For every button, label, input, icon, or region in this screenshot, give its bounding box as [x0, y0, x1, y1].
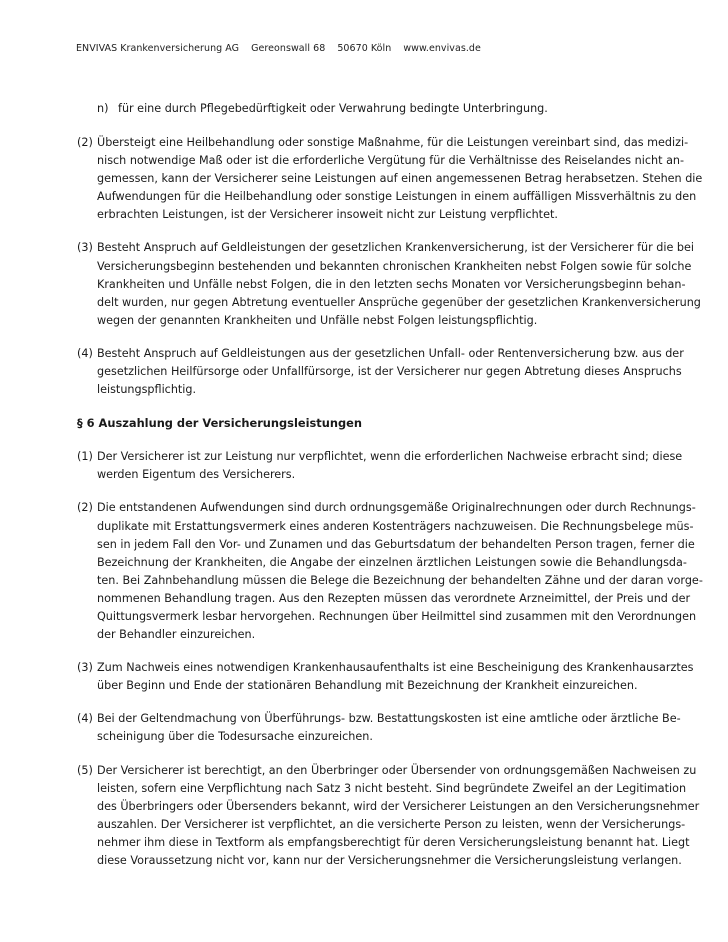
paragraph-line: des Überbringers oder Übersenders bekannt, wird der Versicherer Leistungen an den Versicherungsnehmer	[97, 799, 700, 813]
paragraph-line: duplikate mit Erstattungsvermerk eines anderen Kostenträgers nachzuweisen. Die Rechnungsbelege müs-	[97, 519, 694, 533]
item-number: n)	[97, 102, 109, 115]
paragraph-line: leistungspflichtig.	[97, 383, 197, 397]
paragraph-line: der Behandler einzureichen.	[97, 628, 256, 642]
paragraph-line: Übersteigt eine Heilbehandlung oder sonstige Maßnahme, für die Leistungen vereinbart sind, das medizi-	[97, 136, 689, 149]
list-item-n	[77, 100, 657, 118]
paragraph-line: ten. Bei Zahnbehandlung müssen die Belege die Bezeichnung der behandelten Zähne und der daran vorge-	[97, 573, 703, 587]
paragraph-number: (1)	[77, 450, 93, 464]
paragraph-6-3	[77, 659, 694, 695]
paragraph-6-4	[77, 710, 681, 746]
paragraph-line: nisch notwendige Maß oder ist die erforderliche Vergütung für die Verhältnisse des Reiselandes nicht an-	[97, 154, 685, 168]
paragraph-number: (3)	[77, 661, 93, 675]
paragraph-number: (2)	[77, 501, 93, 515]
item-line: für eine durch Pflegebedürftigkeit oder Verwahrung bedingte Unterbringung.	[118, 102, 548, 115]
paragraph-number: (3)	[77, 241, 93, 255]
header-city: 50670 Köln	[337, 43, 392, 54]
header-company: ENVIVAS Krankenversicherung AG	[76, 43, 240, 54]
paragraph-line: über Beginn und Ende der stationären Behandlung mit Bezeichnung der Krankheit einzureichen.	[97, 679, 638, 693]
paragraph-line: Bezeichnung der Krankheiten, die Angabe der einzelnen ärztlichen Leistungen sowie die Behandlungsda-	[97, 555, 687, 569]
paragraph-line: nommenen Behandlung tragen. Aus den Rezepten müssen das verordnete Arzneimittel, der Preis und der	[97, 591, 691, 605]
paragraph-5-2	[77, 134, 703, 224]
paragraph-line: diese Voraussetzung nicht vor, kann nur der Versicherungsnehmer die Versicherungsleistung verlangen.	[97, 854, 682, 867]
paragraph-line: Besteht Anspruch auf Geldleistungen der gesetzlichen Krankenversicherung, ist der Versicherer für die bei	[97, 241, 695, 255]
header-address: Gereonswall 68	[251, 43, 326, 54]
section-heading: § 6 Auszahlung der Versicherungsleistungen	[77, 416, 362, 431]
paragraph-line: erbrachten Leistungen, ist der Versicherer insoweit nicht zur Leistung verpflichtet.	[97, 208, 558, 222]
paragraph-line: leisten, sofern eine Verpflichtung nach Satz 3 nicht besteht. Sind begründete Zweifel an der Legitimation	[97, 781, 687, 795]
paragraph-line: wegen der genannten Krankheiten und Unfälle nebst Folgen leistungspflichtig.	[97, 313, 538, 327]
paragraph-line: Der Versicherer ist berechtigt, an den Überbringer oder Übersender von ordnungsgemäßen Nachweisen zu	[97, 763, 697, 777]
paragraph-line: scheinigung über die Todesursache einzureichen.	[97, 730, 373, 744]
paragraph-number: (5)	[77, 763, 93, 777]
paragraph-line: nehmer ihm diese in Textform als empfangsberechtigt für deren Versicherungsleistung benannt hat. Liegt	[97, 835, 690, 849]
paragraph-line: sen in jedem Fall den Vor- und Zunamen und das Geburtsdatum der behandelten Person tragen, ferner die	[97, 537, 695, 551]
paragraph-6-5	[77, 762, 700, 871]
paragraph-line: Zum Nachweis eines notwendigen Krankenhausaufenthalts ist eine Bescheinigung des Krankenhausarztes	[97, 661, 694, 675]
paragraph-6-2	[77, 499, 703, 644]
paragraph-number: (4)	[77, 346, 93, 360]
paragraph-line: Quittungsvermerk lesbar hervorgehen. Rechnungen über Heilmittel sind zusammen mit den Verordnungen	[97, 609, 697, 623]
paragraph-line: Die entstandenen Aufwendungen sind durch ordnungsgemäße Originalrechnungen oder durch Rechnungs-	[97, 501, 696, 515]
paragraph-6-1	[77, 448, 683, 484]
document-body	[77, 100, 703, 885]
paragraph-line: gesetzlichen Heilfürsorge oder Unfallfürsorge, ist der Versicherer nur gegen Abtretung dieses Anspruchs	[97, 365, 682, 379]
paragraph-number: (2)	[77, 136, 93, 149]
paragraph-line: delt wurden, nur gegen Abtretung eventueller Ansprüche gegenüber der gesetzlichen Krankenversicherung	[97, 295, 701, 309]
paragraph-line: Besteht Anspruch auf Geldleistungen aus der gesetzlichen Unfall- oder Rentenversicherung bzw. aus der	[97, 346, 684, 360]
paragraph-line: Aufwendungen für die Heilbehandlung oder sonstige Leistungen in einem auffälligen Missverhältnis zu den	[97, 190, 697, 204]
paragraph-line: Bei der Geltendmachung von Überführungs- bzw. Bestattungskosten ist eine amtliche oder ärztliche Be-	[97, 712, 681, 726]
paragraph-number: (4)	[77, 712, 93, 726]
paragraph-line: auszahlen. Der Versicherer ist verpflichtet, an die versicherte Person zu leisten, wenn der Versicherungs-	[97, 817, 686, 831]
paragraph-line: Versicherungsbeginn bestehenden und bekannten chronischen Krankheiten nebst Folgen sowie für solche	[97, 259, 692, 273]
header-website: www.envivas.de	[403, 43, 481, 54]
paragraph-5-3	[77, 239, 701, 329]
paragraph-line: Krankheiten und Unfälle nebst Folgen, die in den letzten sechs Monaten vor Versicherungsbeginn behan-	[97, 277, 686, 291]
paragraph-5-4	[77, 345, 684, 399]
paragraph-line: Der Versicherer ist zur Leistung nur verpflichtet, wenn die erforderlichen Nachweise erbracht sind; diese	[97, 450, 683, 464]
page-header	[76, 43, 493, 54]
paragraph-line: werden Eigentum des Versicherers.	[97, 468, 296, 482]
paragraph-line: gemessen, kann der Versicherer seine Leistungen auf einen angemessenen Betrag herabsetzen. Stehen die	[97, 172, 703, 186]
